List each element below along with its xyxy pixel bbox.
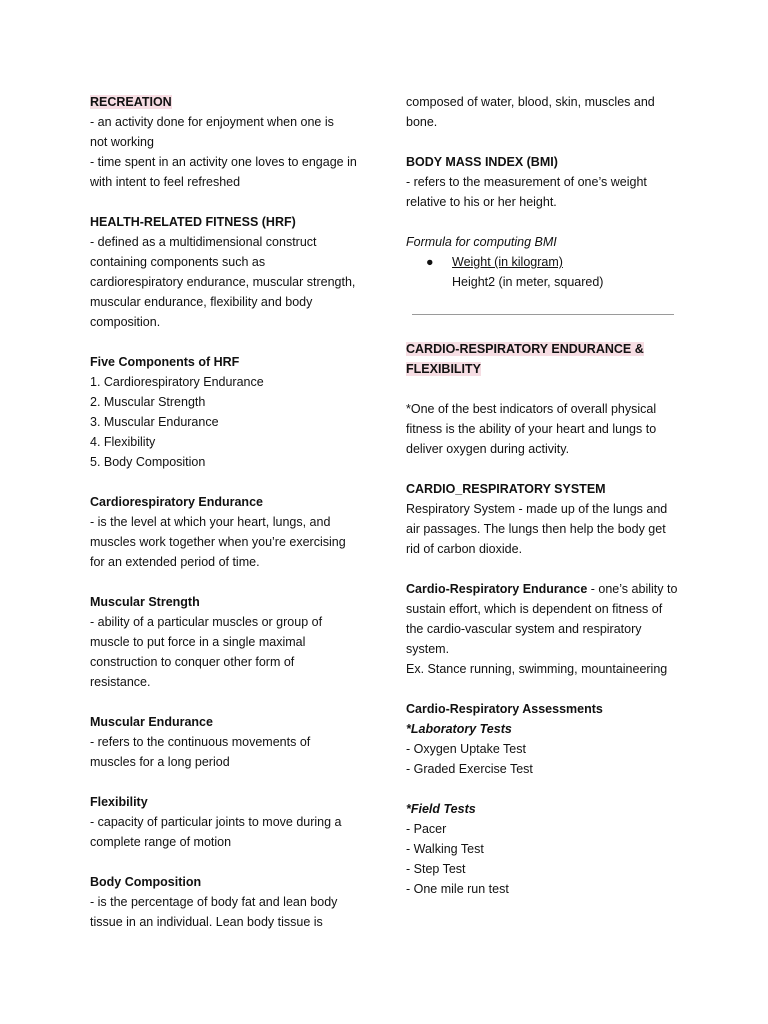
continued-line-1: composed of water, blood, skin, muscles and	[406, 95, 655, 109]
body-composition-line-1: - is the percentage of body fat and lean body	[90, 895, 338, 909]
bmi-line-1: - refers to the measurement of one’s weight	[406, 175, 647, 189]
field-test-item-3: - Step Test	[406, 862, 466, 876]
recreation-line-4: with intent to feel refreshed	[90, 175, 241, 189]
cardio-line-2: muscles work together when you’re exercising	[90, 535, 346, 549]
cre-line-2: sustain effort, which is dependent on fitness of	[406, 602, 663, 616]
hrf-line-4: muscular endurance, flexibility and body	[90, 295, 313, 309]
endurance-line-2: muscles for a long period	[90, 755, 230, 769]
components-heading: Five Components of HRF	[90, 355, 240, 369]
endurance-heading: Muscular Endurance	[90, 715, 213, 729]
lab-test-item-1: - Oxygen Uptake Test	[406, 742, 526, 756]
formula-numerator	[406, 252, 686, 272]
strength-heading: Muscular Strength	[90, 595, 200, 609]
right-column	[406, 92, 686, 899]
component-item-1: 1. Cardiorespiratory Endurance	[90, 375, 264, 389]
bullet-icon: ●	[426, 255, 434, 269]
formula-heading: Formula for computing BMI	[406, 235, 557, 249]
component-item-3: 3. Muscular Endurance	[90, 415, 219, 429]
system-line-1: Respiratory System - made up of the lungs and	[406, 502, 668, 516]
cre-example: Ex. Stance running, swimming, mountaineering	[406, 662, 668, 676]
strength-line-1: - ability of a particular muscles or group of	[90, 615, 323, 629]
recreation-line-2: not working	[90, 135, 154, 149]
cre-line-3: the cardio-vascular system and respiratory	[406, 622, 642, 636]
component-item-2: 2. Muscular Strength	[90, 395, 206, 409]
formula-denominator: Height2 (in meter, squared)	[452, 275, 604, 289]
hrf-line-3: cardiorespiratory endurance, muscular strength,	[90, 275, 356, 289]
strength-line-3: construction to conquer other form of	[90, 655, 295, 669]
crf-heading-line-2: FLEXIBILITY	[406, 362, 481, 376]
body-composition-heading: Body Composition	[90, 875, 202, 889]
bmi-line-2: relative to his or her height.	[406, 195, 557, 209]
bmi-heading: BODY MASS INDEX (BMI)	[406, 155, 558, 169]
component-item-4: 4. Flexibility	[90, 435, 156, 449]
hrf-heading: HEALTH-RELATED FITNESS (HRF)	[90, 215, 296, 229]
hrf-line-5: composition.	[90, 315, 161, 329]
indicator-line-2: fitness is the ability of your heart and lungs to	[406, 422, 657, 436]
hrf-line-1: - defined as a multidimensional construct	[90, 235, 317, 249]
endurance-line-1: - refers to the continuous movements of	[90, 735, 311, 749]
recreation-heading: RECREATION	[90, 95, 172, 109]
flexibility-line-1: - capacity of particular joints to move during a	[90, 815, 342, 829]
lab-tests-heading: *Laboratory Tests	[406, 722, 512, 736]
system-line-3: rid of carbon dioxide.	[406, 542, 523, 556]
crf-heading-line-1: CARDIO-RESPIRATORY ENDURANCE &	[406, 342, 644, 356]
flexibility-heading: Flexibility	[90, 795, 148, 809]
formula-numerator-text: Weight (in kilogram)	[452, 255, 563, 269]
strength-line-4: resistance.	[90, 675, 151, 689]
component-item-5: 5. Body Composition	[90, 455, 206, 469]
continued-line-2: bone.	[406, 115, 438, 129]
field-tests-heading: *Field Tests	[406, 802, 476, 816]
cre-line-4: system.	[406, 642, 450, 656]
strength-line-2: muscle to put force in a single maximal	[90, 635, 306, 649]
field-test-item-1: - Pacer	[406, 822, 447, 836]
lab-test-item-2: - Graded Exercise Test	[406, 762, 533, 776]
indicator-line-1: *One of the best indicators of overall physical	[406, 402, 657, 416]
field-test-item-2: - Walking Test	[406, 842, 484, 856]
system-line-2: air passages. The lungs then help the body get	[406, 522, 666, 536]
recreation-line-1: - an activity done for enjoyment when one is	[90, 115, 334, 129]
indicator-line-3: deliver oxygen during activity.	[406, 442, 570, 456]
field-test-item-4: - One mile run test	[406, 882, 509, 896]
cardio-heading: Cardiorespiratory Endurance	[90, 495, 263, 509]
cre-definition-line-1: Cardio-Respiratory Endurance - one’s ability to	[406, 582, 678, 596]
body-composition-line-2: tissue in an individual. Lean body tissue is	[90, 915, 323, 929]
left-column	[90, 92, 382, 932]
cardio-line-3: for an extended period of time.	[90, 555, 260, 569]
flexibility-line-2: complete range of motion	[90, 835, 232, 849]
hrf-line-2: containing components such as	[90, 255, 266, 269]
section-divider	[412, 314, 674, 315]
recreation-line-3: - time spent in an activity one loves to engage in	[90, 155, 357, 169]
cardio-line-1: - is the level at which your heart, lungs, and	[90, 515, 331, 529]
assessments-heading: Cardio-Respiratory Assessments	[406, 702, 603, 716]
cre-term: Cardio-Respiratory Endurance	[406, 582, 588, 596]
system-heading: CARDIO_RESPIRATORY SYSTEM	[406, 482, 606, 496]
